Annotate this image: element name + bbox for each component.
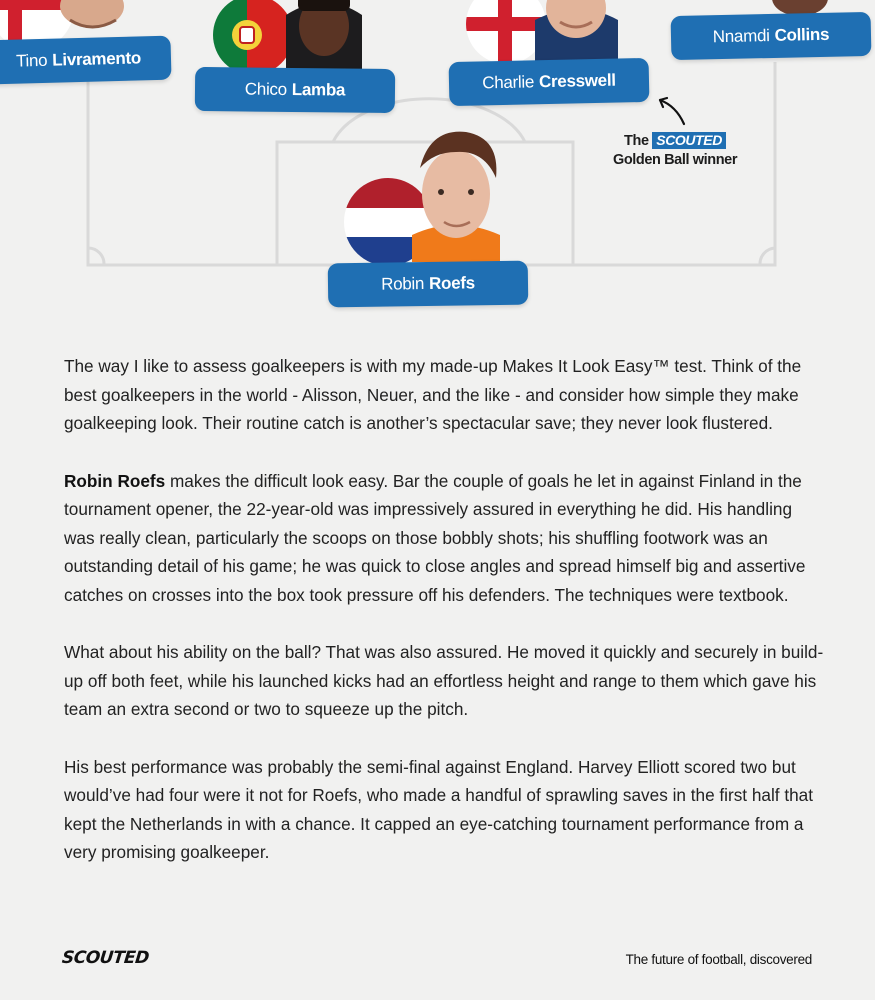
annotation-line2: Golden Ball winner	[612, 152, 738, 168]
player-photo-lamba	[213, 0, 362, 75]
article-paragraph-1: The way I like to assess goalkeepers is with my made-up Makes It Look Easy™ test. Think of the best goalkeepers in the world - Alisson, Neuer, and the like - and consider how simple they make goalkeeping look. Their routine catch is another’s spectacular save; they never look flustered.	[64, 356, 802, 433]
name-label-lamba: Chico Lamba	[195, 67, 395, 113]
footer-tagline: The future of football, discovered	[625, 952, 812, 967]
article-bold-name: Robin Roefs	[64, 470, 166, 491]
article-paragraph-3: What about his ability on the ball? That was also assured. He moved it quickly and securely in build-up off both feet, while his launched kicks had an effortless height and range to them which gave his team an extra second or two to squeeze up the pitch.	[64, 642, 824, 719]
name-label-roefs: Robin Roefs	[328, 261, 529, 308]
name-label-livramento: Tino Livramento	[0, 36, 172, 85]
article-paragraph-4: His best performance was probably the semi-final against England. Harvey Elliott scored two but would’ve had four were it not for Roefs, who made a handful of sprawling saves in the first half that kept the Netherlands in with a chance. It capped an eye-catching tournament performance from a very promising goalkeeper.	[64, 756, 814, 862]
name-label-cresswell: Charlie Cresswell	[449, 58, 650, 106]
player-photo-cresswell	[466, 0, 618, 64]
scouted-logo: SCOUTED	[60, 948, 150, 968]
annotation-arrow-icon	[660, 98, 684, 124]
article-body	[64, 352, 824, 896]
player-photo-roefs	[344, 132, 500, 266]
name-label-collins: Nnamdi Collins	[671, 12, 872, 60]
article-paragraph-2: Robin Roefs makes the difficult look easy. Bar the couple of goals he let in against Finland in the tournament opener, the 22-year-old was impressively assured in everything he did. His handling was really clean, particularly the scoops on those bobbly shots; his shuffling footwork was an outstanding detail of his game; he was quick to close angles and spread himself big and assertive catches on crosses into the box took pressure off his defenders. The techniques were textbook.	[64, 470, 806, 605]
annotation-prefix: The	[624, 133, 649, 149]
annotation-brand: SCOUTED	[652, 132, 726, 149]
golden-ball-annotation	[600, 132, 750, 170]
